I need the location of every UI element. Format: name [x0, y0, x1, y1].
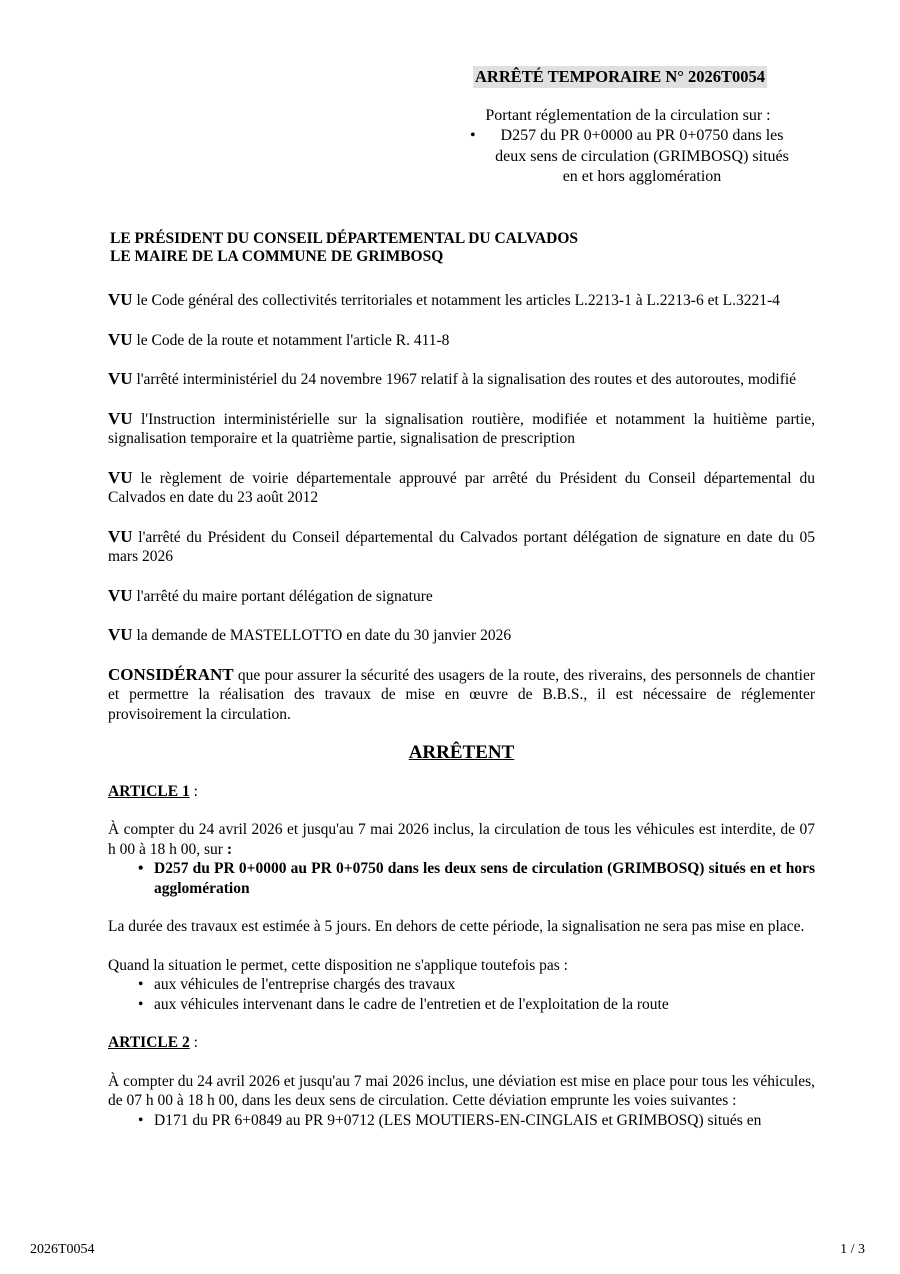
- vu-label: VU: [108, 625, 133, 644]
- decree-title: ARRÊTÉ TEMPORAIRE N° 2026T0054: [474, 67, 766, 86]
- vu-label: VU: [108, 290, 133, 309]
- article-title: ARTICLE 2: [108, 1034, 190, 1051]
- list-item: • aux véhicules intervenant dans le cadre de l'entretien et de l'exploitation de la route: [108, 995, 815, 1015]
- subtitle-intro: Portant réglementation de la circulation sur :: [485, 106, 771, 124]
- vu-paragraph: VU le Code de la route et notamment l'article R. 411-8: [108, 329, 450, 349]
- page-number: 1 / 3: [840, 1242, 865, 1257]
- vu-paragraph: VU l'Instruction interministérielle sur la signalisation routière, modifiée et notamment la huitième partie, signalisation temporaire et la quatrième partie, signalisation de prescription: [108, 408, 815, 447]
- article-1-exceptions-list: [108, 975, 815, 1014]
- vu-label: VU: [108, 329, 133, 349]
- decree-subtitle: [458, 106, 798, 188]
- document-page: [108, 0, 815, 1274]
- article-2-intro: À compter du 24 avril 2026 et jusqu'au 7 mai 2026 inclus, une déviation est mise en place pour tous les véhicules, de 07 h 00 à 18 h 00, dans les deux sens de circulation. Cette déviation emprunte les voies suivantes :: [108, 1072, 815, 1109]
- vu-label: VU: [108, 467, 133, 487]
- vu-paragraph: VU l'arrêté du Président du Conseil départemental du Calvados portant délégation de signature en date du 05 mars 2026: [108, 526, 815, 565]
- article-2-detour-list: [108, 1111, 815, 1131]
- list-item: • aux véhicules de l'entreprise chargés des travaux: [108, 975, 815, 995]
- vu-paragraph: VU le Code général des collectivités territoriales et notamment les articles L.2213-1 à L.2213-6 et L.3221-4: [108, 290, 780, 309]
- article-1-heading: ARTICLE 1 :: [108, 782, 198, 800]
- vu-paragraph: VU la demande de MASTELLOTTO en date du 30 janvier 2026: [108, 625, 512, 644]
- considerant-paragraph: CONSIDÉRANT que pour assurer la sécurité des usagers de la route, des riverains, des personnels de chantier et permettre la réalisation des travaux de mise en œuvre de B.B.S., il est nécessaire de réglementer provisoirement la circulation.: [108, 664, 815, 723]
- authority-line: LE MAIRE DE LA COMMUNE DE GRIMBOSQ: [110, 248, 444, 265]
- article-2-heading: ARTICLE 2 :: [108, 1034, 198, 1051]
- vu-label: VU: [108, 408, 133, 428]
- list-item: • D171 du PR 6+0849 au PR 9+0712 (LES MOUTIERS-EN-CINGLAIS et GRIMBOSQ) situés en: [108, 1111, 815, 1131]
- vu-label: VU: [108, 585, 133, 605]
- footer-reference: 2026T0054: [30, 1242, 95, 1257]
- decree-body: [108, 290, 815, 1149]
- list-item: • D257 du PR 0+0000 au PR 0+0750 dans les deux sens de circulation (GRIMBOSQ) situés en et hors agglomération: [108, 859, 815, 898]
- vu-paragraph: VU le règlement de voirie départementale approuvé par arrêté du Président du Conseil départemental du Calvados en date du 23 août 2012: [108, 467, 815, 506]
- vu-paragraph: VU l'arrêté du maire portant délégation de signature: [108, 585, 433, 605]
- title-block: [458, 66, 798, 188]
- subtitle-item: • D257 du PR 0+0000 au PR 0+0750 dans les deux sens de circulation (GRIMBOSQ) situés en et hors agglomération: [458, 126, 798, 188]
- article-1-duration: La durée des travaux est estimée à 5 jours. En dehors de cette période, la signalisation ne sera pas mise en place.: [108, 918, 805, 935]
- vu-paragraph: VU l'arrêté interministériel du 24 novembre 1967 relatif à la signalisation des routes et des autoroutes, modifié: [108, 369, 797, 388]
- article-1-intro: À compter du 24 avril 2026 et jusqu'au 7 mai 2026 inclus, la circulation de tous les véhicules est interdite, de 07 h 00 à 18 h 00, sur :: [108, 821, 815, 858]
- authority-line: LE PRÉSIDENT DU CONSEIL DÉPARTEMENTAL DU CALVADOS: [110, 230, 579, 247]
- article-1-road-list: [108, 859, 815, 898]
- authorities: [110, 230, 578, 266]
- vu-label: VU: [108, 369, 133, 388]
- article-title: ARTICLE 1: [108, 782, 190, 800]
- decision-heading: ARRÊTENT: [408, 742, 515, 763]
- subtitle-list: [458, 126, 798, 188]
- considerant-label: CONSIDÉRANT: [108, 664, 234, 684]
- article-1-exceptions-intro: Quand la situation le permet, cette disposition ne s'applique toutefois pas :: [108, 956, 568, 974]
- vu-label: VU: [108, 526, 133, 546]
